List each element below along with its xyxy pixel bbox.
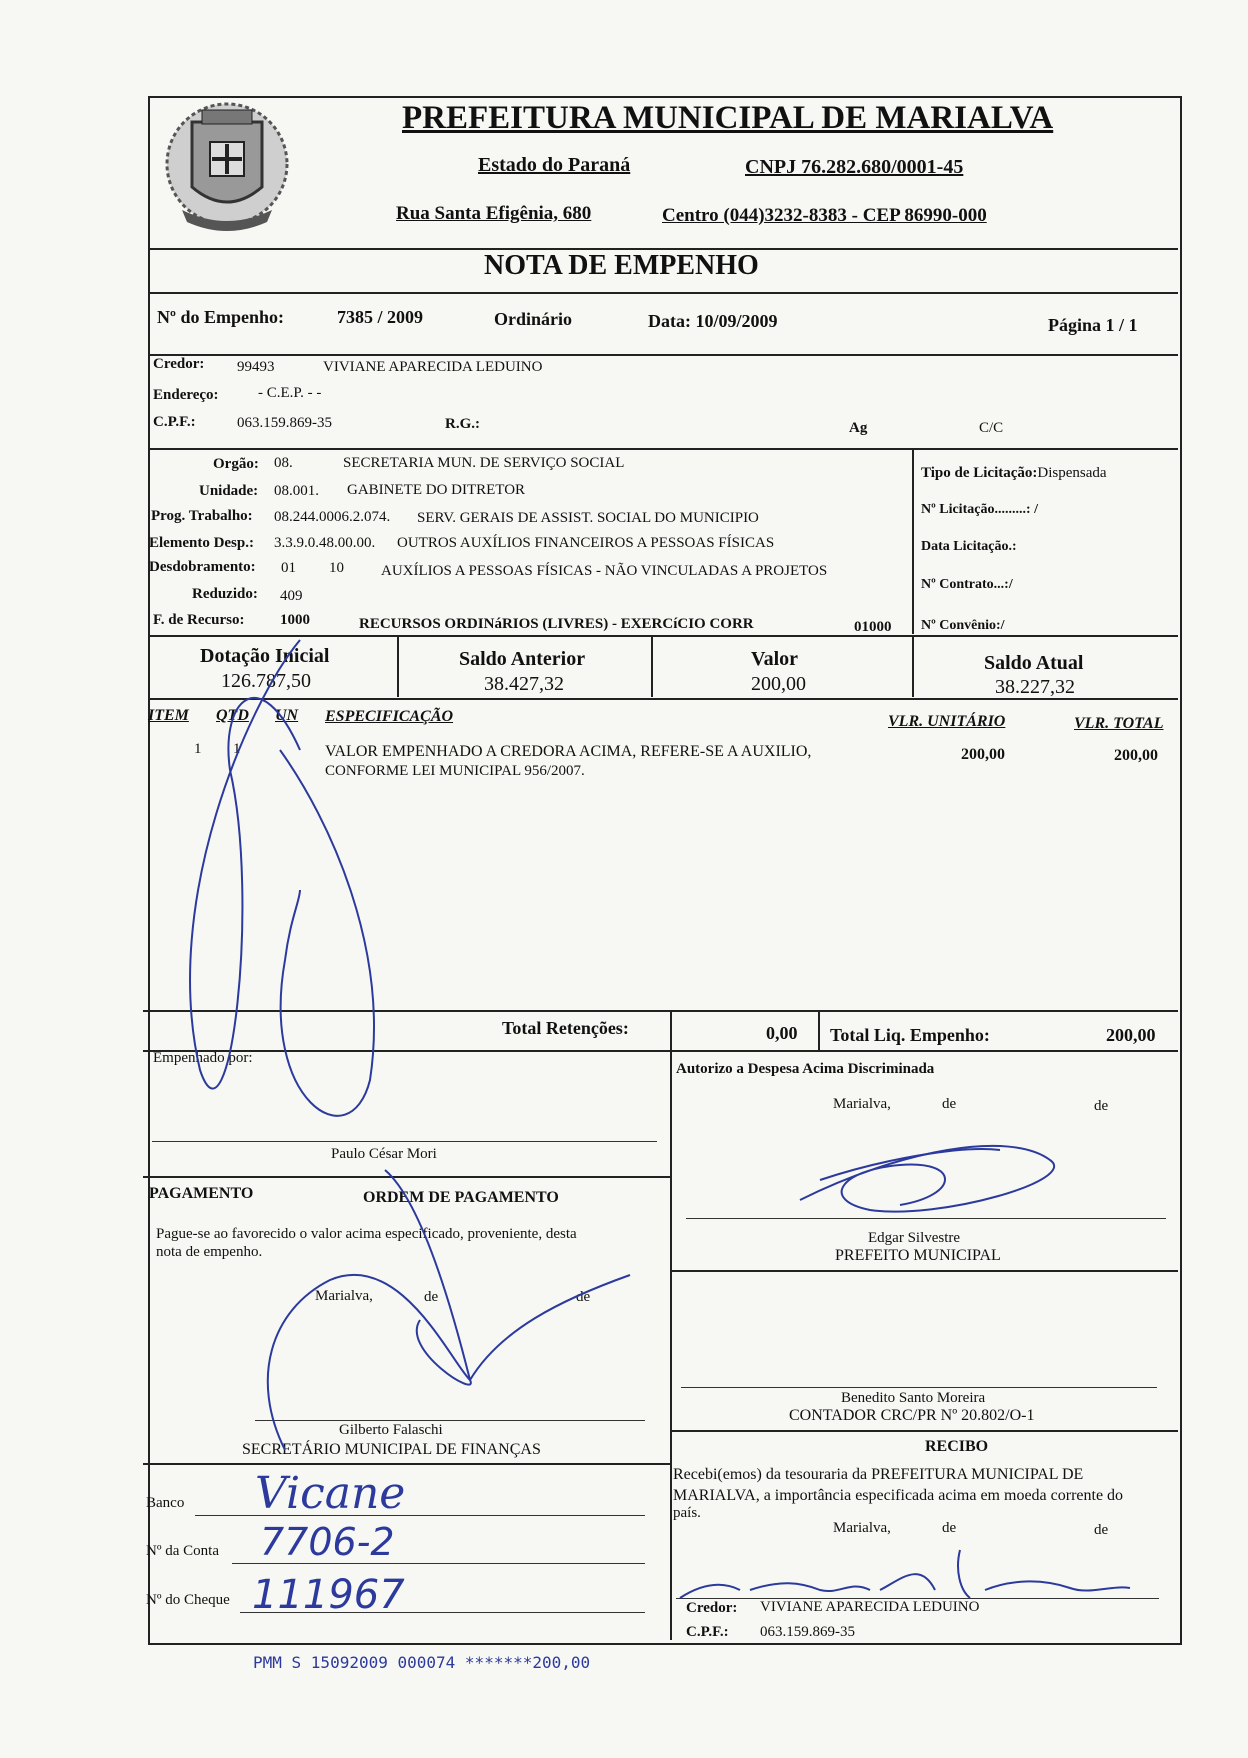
pagamento-text-line1: Pague-se ao favorecido o valor acima especificado, proveniente, desta [156,1226,577,1242]
state-label: Estado do Paraná [478,154,631,176]
licitacao-tipo-label: Tipo de Licitação:Dispensada [921,465,1107,481]
valor-label: Valor [751,648,799,670]
banco-label: Banco [146,1495,185,1511]
recibo-text-line3: país. [673,1505,701,1521]
item-total-value: 200,00 [1114,747,1158,764]
endereco-label: Endereço: [153,387,219,403]
recibo-credor-name: VIVIANE APARECIDA LEDUINO [760,1599,980,1615]
recibo-text-line2: MARIALVA, a importância especificada acima em moeda corrente do [673,1487,1124,1504]
pagamento-de1: de [424,1289,439,1305]
banco-handwritten: Vicane [255,1468,406,1519]
orgao-value: SECRETARIA MUN. DE SERVIÇO SOCIAL [343,455,625,471]
saldo-atual-value: 38.227,32 [995,676,1075,698]
rg-label: R.G.: [445,416,480,432]
empenho-number-label: Nº do Empenho: [157,307,284,327]
col-header-vlr-total: VLR. TOTAL [1074,715,1164,732]
licitacao-tipo-value: Dispensada [1037,465,1107,481]
saldo-atual-label: Saldo Atual [984,652,1084,674]
orgao-label: Orgão: [213,456,259,472]
recibo-title: RECIBO [925,1438,989,1455]
unidade-code: 08.001. [274,483,319,499]
autorizo-city: Marialva, [833,1096,891,1112]
desdobramento-code1: 01 [281,560,296,576]
desdobramento-label: Desdobramento: [149,559,256,575]
empenho-type: Ordinário [494,309,573,329]
fonte-code: 1000 [280,612,310,628]
address-label: Centro (044)3232-8383 - CEP 86990-000 [662,205,987,226]
reduzido-value: 409 [280,588,303,604]
autorizo-label: Autorizo a Despesa Acima Discriminada [676,1061,935,1077]
pagamento-de2: de [576,1289,591,1305]
col-header-vlr-unitario: VLR. UNITÁRIO [888,713,1006,730]
cpf-value: 063.159.869-35 [237,415,332,431]
pagamento-city: Marialva, [315,1288,373,1304]
valor-value: 200,00 [751,673,806,695]
col-header-qtd: QTD [216,707,249,724]
dotacao-value: 126.787,50 [221,670,311,692]
contador-name: Benedito Santo Moreira [841,1390,986,1406]
elemento-label: Elemento Desp.: [149,535,254,551]
autorizo-de2: de [1094,1098,1109,1114]
saldo-anterior-value: 38.427,32 [484,673,564,695]
col-header-especificacao: ESPECIFICAÇÃO [325,708,454,725]
cnpj-label: CNPJ 76.282.680/0001-45 [745,156,964,178]
coat-of-arms-logo [152,92,302,242]
dotacao-label: Dotação Inicial [200,645,330,667]
col-header-un: UN [275,707,299,724]
licitacao-numero: Nº Licitação.........: / [921,502,1038,517]
convenio-number: Nº Convênio:/ [921,618,1005,633]
recibo-city: Marialva, [833,1520,891,1536]
endereco-value: - C.E.P. - - [258,385,322,401]
total-retencoes-value: 0,00 [766,1023,798,1043]
saldo-anterior-label: Saldo Anterior [459,648,586,670]
unidade-label: Unidade: [199,483,259,499]
pagamento-text-line2: nota de empenho. [156,1244,263,1260]
col-header-item: ITEM [148,707,189,724]
empenho-number: 7385 / 2009 [337,307,424,327]
prog-code: 08.244.0006.2.074. [274,509,391,525]
recibo-credor-label: Credor: [686,1600,738,1616]
page-number: Página 1 / 1 [1048,315,1138,335]
credor-name: VIVIANE APARECIDA LEDUINO [323,359,543,375]
elemento-value: OUTROS AUXÍLIOS FINANCEIROS A PESSOAS FÍSICAS [397,535,775,551]
elemento-code: 3.3.9.0.48.00.00. [274,535,376,551]
orgao-code: 08. [274,455,293,471]
empenho-date: Data: 10/09/2009 [648,311,778,331]
credor-code: 99493 [237,359,275,375]
recibo-text-line1: Recebi(emos) da tesouraria da PREFEITURA MUNICIPAL DE [673,1466,1084,1483]
empenhado-label: Empenhado por: [153,1050,253,1066]
cheque-label: Nº do Cheque [146,1592,230,1608]
recibo-cpf-value: 063.159.869-35 [760,1624,855,1640]
unidade-value: GABINETE DO DITRETOR [347,482,526,498]
recibo-de1: de [942,1520,957,1536]
municipality-title: PREFEITURA MUNICIPAL DE MARIALVA [402,100,1054,136]
recibo-de2: de [1094,1522,1109,1538]
prog-label: Prog. Trabalho: [151,508,253,524]
fonte-label: F. de Recurso: [153,612,245,628]
prefeito-name: Edgar Silvestre [868,1230,961,1246]
ordem-pagamento-label: ORDEM DE PAGAMENTO [363,1189,559,1206]
contrato-number: Nº Contrato...:/ [921,577,1013,592]
autorizo-de1: de [942,1096,957,1112]
ag-label: Ag [849,420,868,436]
desdobramento-code2: 10 [329,560,344,576]
fonte-code2: 01000 [854,619,892,635]
conta-label: Nº da Conta [146,1543,219,1559]
cheque-handwritten: 111967 [252,1572,405,1618]
item-number: 1 [194,741,202,757]
contador-role: CONTADOR CRC/PR Nº 20.802/O-1 [789,1407,1035,1424]
recibo-cpf-label: C.P.F.: [686,1624,729,1640]
prog-value: SERV. GERAIS DE ASSIST. SOCIAL DO MUNICIPIO [417,510,759,526]
document-title: NOTA DE EMPENHO [484,250,759,281]
cpf-label: C.P.F.: [153,414,196,430]
desdobramento-value: AUXÍLIOS A PESSOAS FÍSICAS - NÃO VINCULADAS A PROJETOS [381,563,828,579]
item-qtd: 1 [233,741,241,757]
reduzido-label: Reduzido: [192,586,258,602]
total-retencoes-label: Total Retenções: [502,1018,629,1038]
conta-handwritten: 7706-2 [260,1520,395,1564]
item-spec-line1: VALOR EMPENHADO A CREDORA ACIMA, REFERE-SE A AUXILIO, [325,743,812,760]
fonte-value: RECURSOS ORDINáRIOS (LIVRES) - EXERCíCIO CORR [359,616,754,632]
street-label: Rua Santa Efigênia, 680 [396,203,592,224]
footer-stamp: PMM S 15092009 000074 *******200,00 [253,1653,591,1672]
total-liquido-label: Total Liq. Empenho: [830,1025,990,1045]
empenhado-name: Paulo César Mori [331,1146,437,1162]
total-liquido-value: 200,00 [1106,1025,1156,1045]
credor-label: Credor: [153,356,205,372]
item-unit-value: 200,00 [961,746,1005,763]
secretario-role: SECRETÁRIO MUNICIPAL DE FINANÇAS [242,1441,541,1458]
secretario-name: Gilberto Falaschi [339,1422,443,1438]
licitacao-data: Data Licitação.: [921,539,1017,554]
cc-label: C/C [979,420,1004,436]
item-spec-line2: CONFORME LEI MUNICIPAL 956/2007. [325,763,585,779]
pagamento-label: PAGAMENTO [149,1185,254,1202]
prefeito-role: PREFEITO MUNICIPAL [835,1247,1001,1264]
